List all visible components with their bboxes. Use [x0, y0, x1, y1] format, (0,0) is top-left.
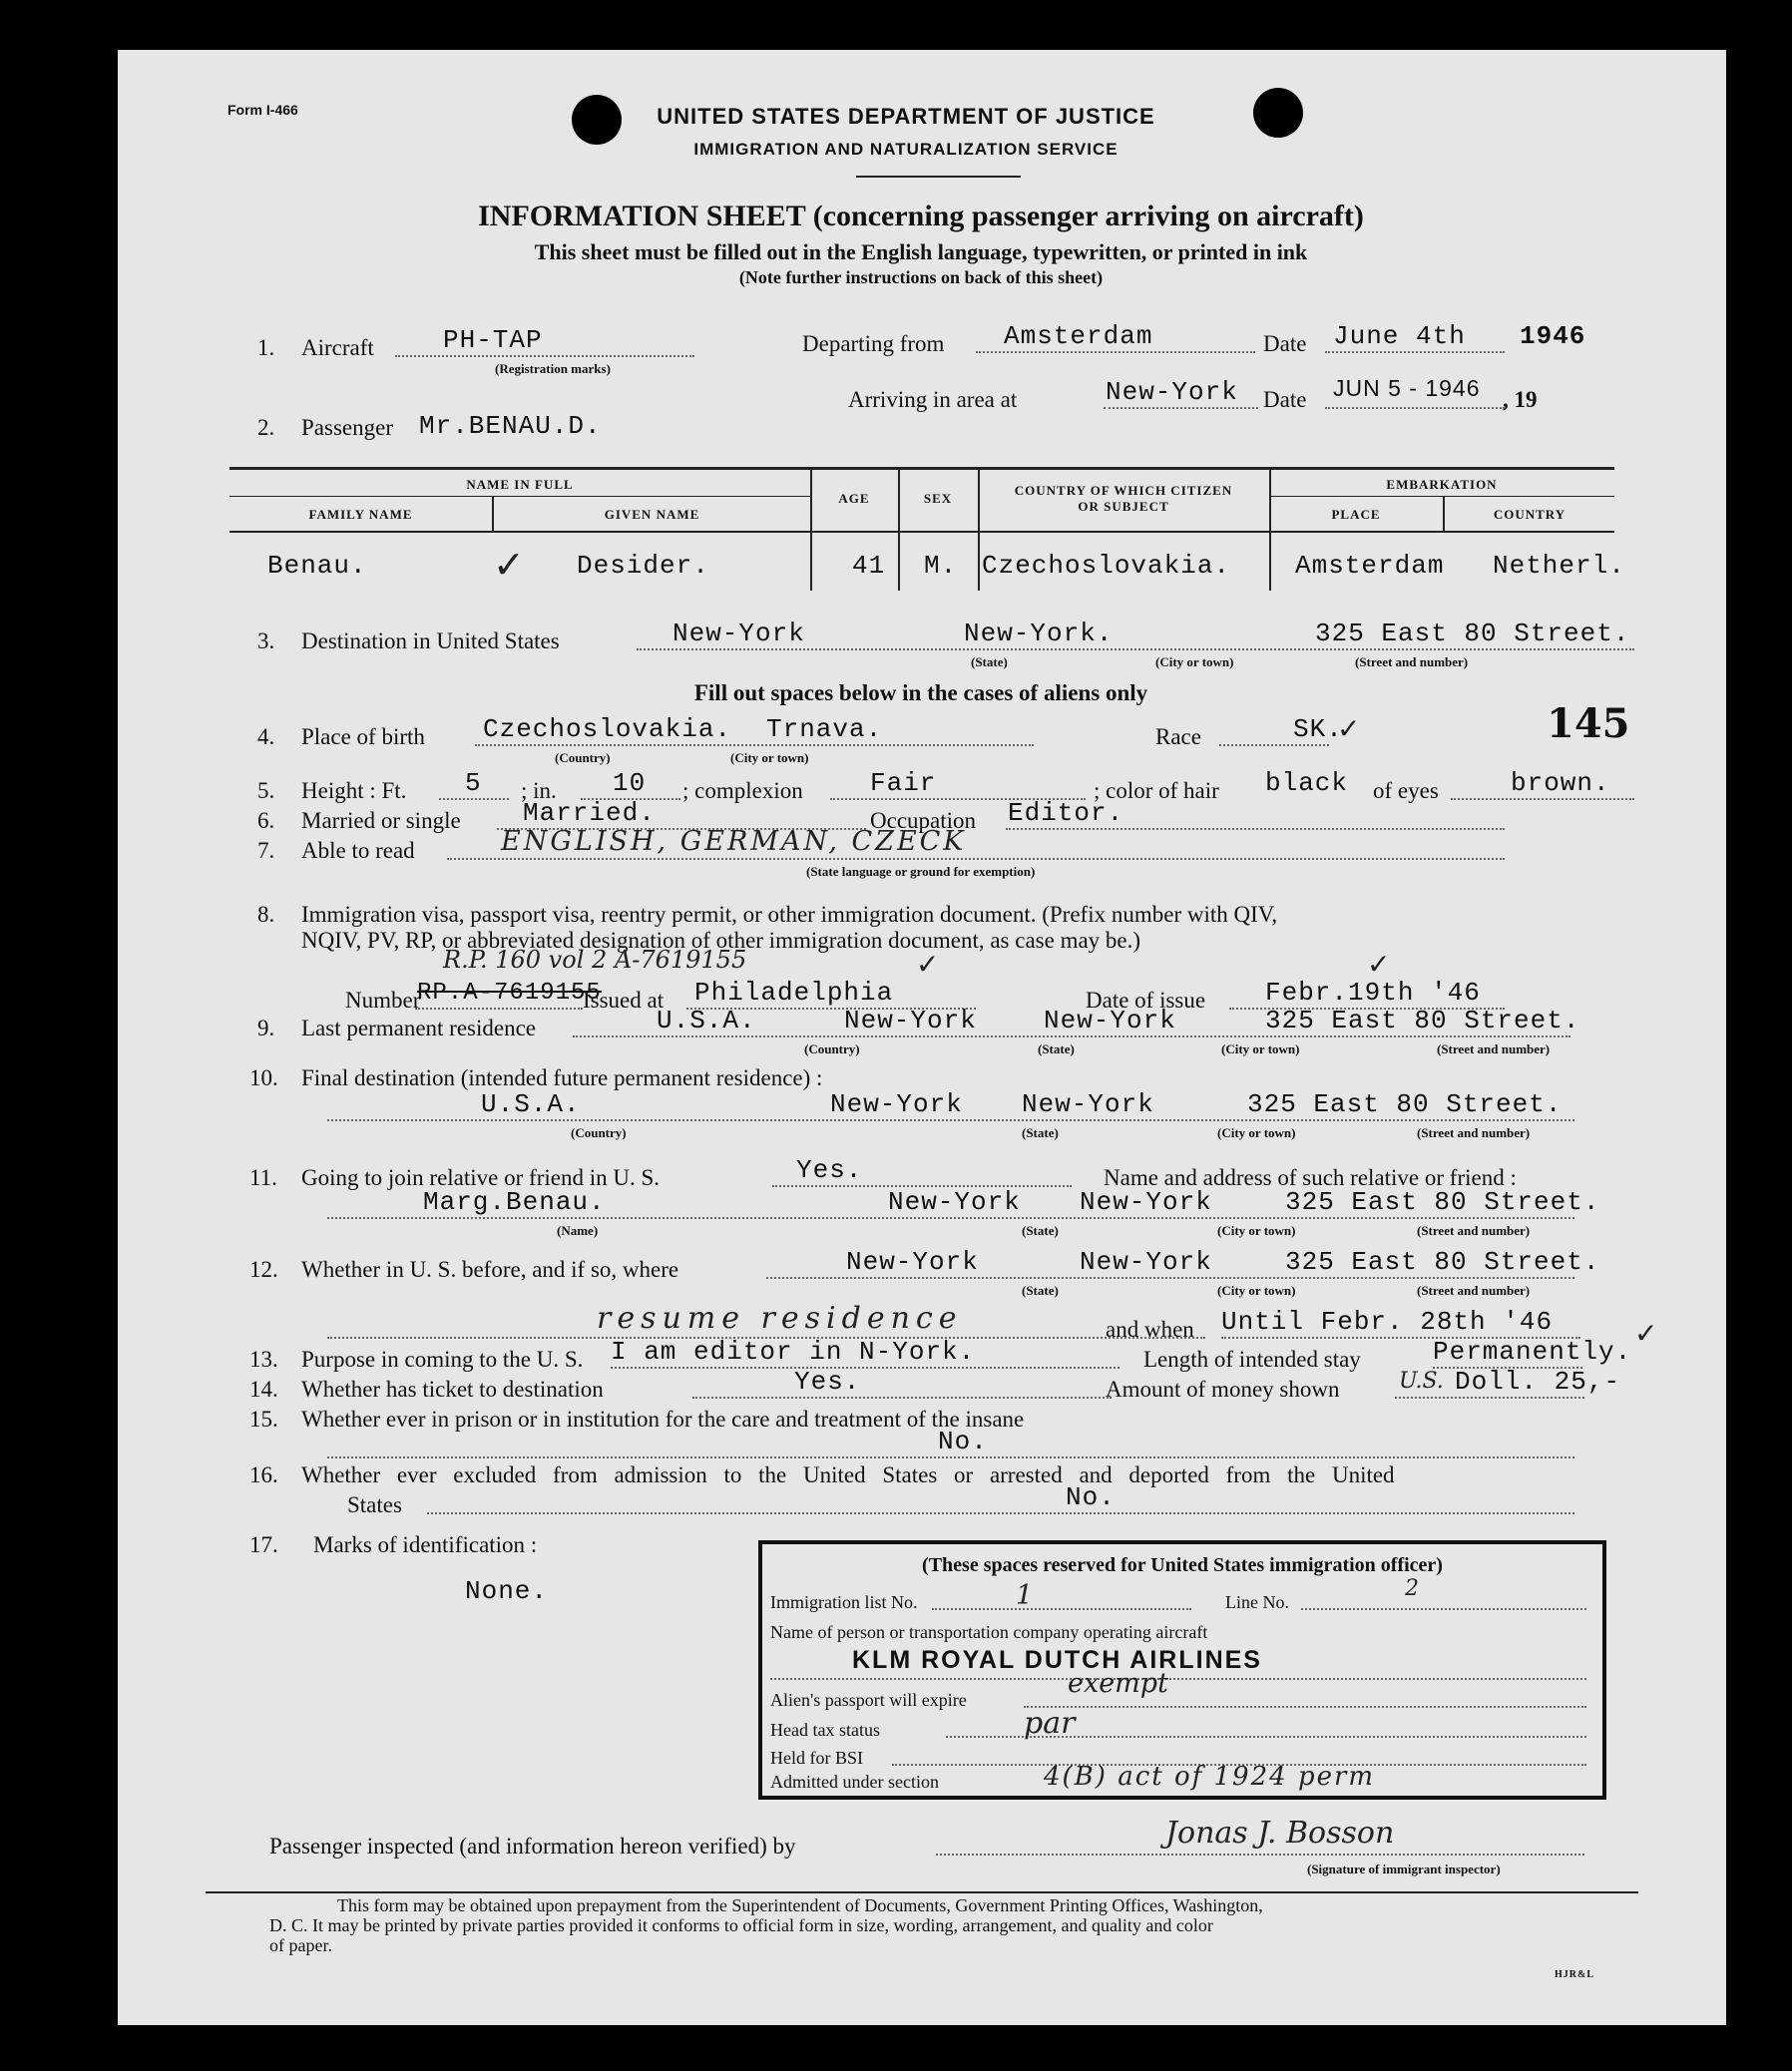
passport-value: exempt: [1068, 1668, 1168, 1699]
item14-number: 14.: [249, 1377, 278, 1402]
list-line: [932, 1608, 1191, 1610]
footer-line-1: This form may be obtained upon prepayment from the Superintendent of Documents, Government Printing Offices, Washington,: [337, 1895, 1263, 1915]
final-destination-sub-country: (Country): [571, 1125, 627, 1140]
bsi-label: Held for BSI: [770, 1748, 863, 1768]
before-street: 325 East 80 Street.: [1285, 1247, 1600, 1277]
issued-value: Philadelphia: [694, 978, 894, 1008]
aircraft-sub: (Registration marks): [495, 361, 611, 376]
punch-hole-right: [1253, 88, 1303, 138]
officer-box-title: (These spaces reserved for United States immigration officer): [922, 1554, 1443, 1576]
item4-number: 4.: [257, 724, 275, 749]
marks-label: Marks of identification :: [313, 1532, 538, 1557]
when-value: Until Febr. 28th '46: [1221, 1307, 1554, 1337]
number-line: [415, 1008, 583, 1010]
occupation-value: Editor.: [1008, 798, 1124, 828]
date-label: Date: [1263, 331, 1307, 356]
company-stamp: KLM ROYAL DUTCH AIRLINES: [852, 1646, 1262, 1674]
date-year: 1946: [1520, 321, 1586, 351]
destination-city: New-York.: [964, 619, 1114, 648]
destination-sub-street: (Street and number): [1355, 654, 1469, 669]
final-destination-city: New-York: [1022, 1089, 1154, 1119]
item5-number: 5.: [257, 778, 275, 803]
line-line: [1301, 1608, 1586, 1610]
relative-sub-state: (State): [1022, 1223, 1059, 1238]
date-line: [1325, 351, 1505, 353]
marital-value: Married.: [523, 798, 656, 828]
race-annotation: 145: [1547, 700, 1630, 747]
complexion-value: Fair: [870, 768, 937, 798]
table-name-subrule: [229, 496, 810, 497]
relative-city: New-York: [1080, 1187, 1212, 1217]
final-destination-line: [327, 1119, 1574, 1121]
before-handwritten: resume residence: [597, 1301, 963, 1336]
item17-number: 17.: [249, 1532, 278, 1557]
read-label: Able to read: [301, 838, 415, 863]
item8-line1: Immigration visa, passport visa, reentry permit, or other immigration document. (Prefix number with QIV,: [301, 902, 1278, 927]
aircraft-label: Aircraft: [301, 335, 374, 360]
relative-name-label: Name and address of such relative or friend :: [1104, 1165, 1517, 1190]
item16-number: 16.: [249, 1462, 278, 1487]
item13-number: 13.: [249, 1347, 278, 1372]
check-mark: ✓: [493, 543, 525, 587]
before-label: Whether in U. S. before, and if so, where: [301, 1257, 679, 1282]
final-destination-state: New-York: [830, 1089, 963, 1119]
before-line: [766, 1277, 1574, 1279]
height-ft-line: [439, 798, 509, 800]
before-state: New-York: [846, 1247, 979, 1277]
company-label: Name of person or transportation company operating aircraft: [770, 1622, 1208, 1642]
arrival-year: , 19: [1503, 387, 1538, 412]
relative-name: Marg.Benau.: [423, 1187, 606, 1217]
header-rule: [856, 176, 1021, 178]
relative-sub-name: (Name): [557, 1223, 599, 1238]
section-value: 4(B) act of 1924 perm: [1044, 1762, 1376, 1792]
last-residence-sub-city: (City or town): [1221, 1041, 1300, 1056]
table-col-3: [898, 469, 900, 591]
height-ft: 5: [465, 768, 482, 798]
hair-value: black: [1265, 768, 1349, 798]
when-label: and when: [1106, 1317, 1194, 1342]
destination-sub-state: (State): [971, 654, 1008, 669]
given-name-header: GIVEN NAME: [604, 507, 700, 522]
item8-handwritten-number: R.P. 160 vol 2 A-7619155: [443, 946, 747, 974]
emb-country-header: COUNTRY: [1493, 507, 1567, 522]
form-sheet: [118, 50, 1726, 2025]
table-header-rule: [229, 531, 1614, 533]
last-residence-street: 325 East 80 Street.: [1265, 1006, 1580, 1036]
money-label: Amount of money shown: [1106, 1377, 1340, 1402]
last-residence-country: U.S.A.: [657, 1006, 756, 1036]
country-header-1: COUNTRY OF WHICH CITIZEN: [1014, 483, 1233, 498]
footer-line-3: of paper.: [269, 1935, 332, 1955]
ticket-label: Whether has ticket to destination: [301, 1377, 604, 1402]
last-residence-state: New-York: [844, 1006, 977, 1036]
destination-label: Destination in United States: [301, 628, 560, 653]
issued-check: ✓: [916, 948, 940, 981]
height-in: 10: [613, 768, 647, 798]
birth-country: Czechoslovakia.: [483, 714, 732, 744]
headtax-value: par: [1024, 1706, 1076, 1741]
page-title: INFORMATION SHEET (concerning passenger arriving on aircraft): [478, 200, 1364, 232]
date-value: June 4th: [1333, 321, 1466, 351]
excluded-value: No.: [1066, 1482, 1116, 1512]
arriving-line: [1104, 407, 1258, 409]
row-place: Amsterdam: [1295, 551, 1445, 581]
date-issue-value: Febr.19th '46: [1265, 978, 1481, 1008]
item1-number: 1.: [257, 335, 275, 360]
inspected-sub: (Signature of immigrant inspector): [1307, 1862, 1501, 1876]
inspector-signature: Jonas J. Bosson: [1165, 1816, 1395, 1851]
before-city: New-York: [1080, 1247, 1212, 1277]
passenger-value: Mr.BENAU.D.: [419, 411, 602, 441]
item8-number: 8.: [257, 902, 275, 927]
excluded-label: Whether ever excluded from admission to the United States or arrested and deported from the United: [301, 1462, 1395, 1487]
row-given-name: Desider.: [577, 551, 709, 581]
arrival-date-label: Date: [1263, 387, 1307, 412]
occupation-line: [1006, 828, 1505, 830]
stay-check: ✓: [1634, 1317, 1658, 1350]
prison-value: No.: [938, 1427, 988, 1456]
footer-line-2: D. C. It may be printed by private parties provided it conforms to official form in size, wording, arrangement, and quality and color: [269, 1915, 1213, 1935]
number-struck: RP.A-7619155: [417, 980, 602, 1007]
birth-line: [475, 744, 1034, 746]
list-value: 1: [1016, 1580, 1034, 1611]
ticket-line: [692, 1397, 1112, 1399]
purpose-line: [611, 1367, 1120, 1369]
read-line: [447, 858, 1505, 860]
arriving-label: Arriving in area at: [848, 387, 1018, 412]
family-name-header: FAMILY NAME: [308, 507, 413, 522]
eyes-value: brown.: [1511, 768, 1610, 798]
footer-code: HJR&L: [1555, 1969, 1594, 1980]
before-sub-city: (City or town): [1217, 1283, 1296, 1298]
relative-label: Going to join relative or friend in U. S.: [301, 1165, 660, 1190]
purpose-value: I am editor in N-York.: [611, 1337, 976, 1367]
row-age: 41: [852, 551, 886, 581]
ticket-value: Yes.: [794, 1367, 861, 1397]
excluded-label-2: States: [347, 1492, 402, 1517]
line-label: Line No.: [1225, 1592, 1289, 1612]
before-sub-street: (Street and number): [1417, 1283, 1531, 1298]
destination-street: 325 East 80 Street.: [1315, 619, 1630, 648]
money-hand: U.S.: [1399, 1369, 1444, 1394]
final-destination-sub-street: (Street and number): [1417, 1125, 1531, 1140]
date-issue-label: Date of issue: [1086, 988, 1206, 1013]
prison-label: Whether ever in prison or in institution for the care and treatment of the insane: [301, 1407, 1025, 1432]
passport-line: [1024, 1706, 1586, 1708]
marital-label: Married or single: [301, 808, 461, 833]
row-country: Netherl.: [1493, 551, 1625, 581]
arrival-date-stamp: JUN 5 - 1946: [1333, 375, 1481, 401]
complexion-label: ; complexion: [682, 778, 803, 803]
issued-label: Issued at: [583, 988, 665, 1013]
row-sex: M.: [924, 551, 958, 581]
race-line: [1219, 744, 1329, 746]
embarkation-header: EMBARKATION: [1386, 477, 1498, 492]
agency-line-2: IMMIGRATION AND NATURALIZATION SERVICE: [693, 140, 1119, 159]
destination-line: [637, 648, 1634, 650]
aliens-heading: Fill out spaces below in the cases of aliens only: [693, 680, 1148, 705]
stay-value: Permanently.: [1433, 1337, 1632, 1367]
read-sub: (State language or ground for exemption): [806, 864, 1036, 879]
item2-number: 2.: [257, 415, 275, 440]
height-in-label: ; in.: [521, 778, 557, 803]
list-label: Immigration list No.: [770, 1592, 918, 1612]
relative-address-line: [327, 1217, 1574, 1219]
final-destination-label: Final destination (intended future permanent residence) :: [301, 1065, 823, 1090]
company-line: [770, 1678, 1586, 1680]
last-residence-label: Last permanent residence: [301, 1016, 536, 1040]
name-in-full-header: NAME IN FULL: [466, 477, 574, 492]
race-label-text: Race: [1155, 724, 1201, 749]
table-top-rule: [229, 467, 1614, 470]
last-residence-sub-street: (Street and number): [1437, 1041, 1551, 1056]
final-destination-sub-state: (State): [1022, 1125, 1059, 1140]
race-check: ✓: [1337, 712, 1361, 745]
sex-header: SEX: [923, 491, 953, 506]
item3-number: 3.: [257, 628, 275, 653]
passenger-label: Passenger: [301, 415, 393, 440]
aircraft-line: [395, 355, 694, 357]
final-destination-country: U.S.A.: [481, 1089, 581, 1119]
last-residence-sub-country: (Country): [804, 1041, 860, 1056]
destination-state: New-York: [672, 619, 805, 648]
money-value: Doll. 25,-: [1455, 1367, 1621, 1397]
birth-label: Place of birth: [301, 724, 425, 749]
race-value: SK.: [1293, 714, 1343, 744]
form-number: Form I-466: [227, 102, 298, 118]
row-citizen: Czechoslovakia.: [982, 551, 1231, 581]
item7-number: 7.: [257, 838, 275, 863]
item9-number: 9.: [257, 1016, 275, 1040]
relative-value: Yes.: [796, 1155, 863, 1185]
country-header-2: OR SUBJECT: [1078, 499, 1169, 514]
item11-number: 11.: [249, 1165, 277, 1190]
page-subtitle: This sheet must be filled out in the English language, typewritten, or printed in ink: [534, 239, 1308, 264]
page-note: (Note further instructions on back of this sheet): [738, 267, 1104, 287]
eyes-line: [1451, 798, 1634, 800]
last-residence-sub-state: (State): [1038, 1041, 1075, 1056]
date-check: ✓: [1367, 948, 1391, 981]
prison-line: [327, 1456, 1574, 1458]
inspected-line: [936, 1854, 1584, 1856]
final-destination-street: 325 East 80 Street.: [1247, 1089, 1563, 1119]
aircraft-value: PH-TAP: [443, 325, 543, 355]
row-family-name: Benau.: [267, 551, 367, 581]
departing-label: Departing from: [802, 331, 945, 356]
line-value: 2: [1405, 1576, 1419, 1601]
footer-rule: [206, 1891, 1638, 1893]
relative-sub-city: (City or town): [1217, 1223, 1296, 1238]
arrival-date-line: [1325, 407, 1505, 409]
departing-value: Amsterdam: [1004, 321, 1153, 351]
purpose-label: Purpose in coming to the U. S.: [301, 1347, 584, 1372]
age-header: AGE: [838, 491, 870, 506]
inspected-label: Passenger inspected (and information hereon verified) by: [269, 1834, 796, 1859]
birth-city: Trnava.: [766, 714, 883, 744]
table-emb-subrule: [1269, 496, 1614, 497]
last-residence-city: New-York: [1044, 1006, 1176, 1036]
relative-sub-street: (Street and number): [1417, 1223, 1531, 1238]
height-label: Height : Ft.: [301, 778, 407, 803]
relative-street: 325 East 80 Street.: [1285, 1187, 1600, 1217]
number-label: Number: [345, 988, 421, 1013]
stay-label: Length of intended stay: [1143, 1347, 1361, 1372]
final-destination-sub-city: (City or town): [1217, 1125, 1296, 1140]
item15-number: 15.: [249, 1407, 278, 1432]
relative-state: New-York: [888, 1187, 1021, 1217]
place-header: PLACE: [1331, 507, 1381, 522]
money-line: [1395, 1397, 1584, 1399]
arriving-value: New-York: [1106, 377, 1238, 407]
excluded-line: [427, 1512, 1574, 1514]
birth-sub-country: (Country): [555, 750, 611, 765]
birth-sub-city: (City or town): [730, 750, 809, 765]
departing-line: [976, 351, 1255, 353]
headtax-label: Head tax status: [770, 1720, 880, 1740]
agency-line-1: UNITED STATES DEPARTMENT OF JUSTICE: [657, 104, 1155, 129]
read-value: ENGLISH, GERMAN, CZECK: [501, 826, 967, 857]
item6-number: 6.: [257, 808, 275, 833]
hair-label: ; color of hair: [1094, 778, 1219, 803]
table-col-2: [810, 469, 812, 591]
before-sub-state: (State): [1022, 1283, 1059, 1298]
eyes-label: of eyes: [1373, 778, 1439, 803]
destination-sub-city: (City or town): [1155, 654, 1234, 669]
item12-number: 12.: [249, 1257, 278, 1282]
section-label: Admitted under section: [770, 1772, 939, 1792]
item8-line2: NQIV, PV, RP, or abbreviated designation of other immigration document, as case may be.): [301, 928, 1141, 953]
occupation-label: Occupation: [870, 808, 977, 833]
item10-number: 10.: [249, 1065, 278, 1090]
passport-label: Alien's passport will expire: [770, 1690, 967, 1710]
last-residence-line: [573, 1036, 1570, 1037]
marks-value: None.: [465, 1576, 549, 1606]
